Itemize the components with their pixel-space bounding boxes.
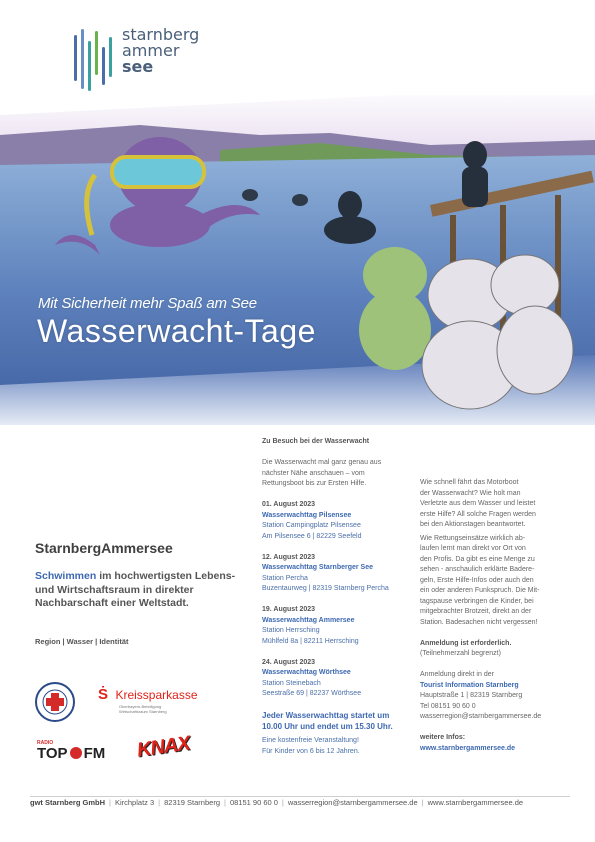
event-station: Station Percha — [262, 574, 308, 582]
contact-name: Tourist Information Starnberg — [420, 681, 519, 689]
tagline-rest: im hochwertigsten Lebens- und Wirtschaftsraum in direkter Nachbarschaft einer Weltstadt. — [35, 570, 236, 609]
sparkasse-icon: Ṡ — [98, 686, 109, 703]
text-line: laufen lernt man direkt vor Ort von — [420, 545, 526, 552]
region-keywords: Region | Wasser | Identität — [35, 637, 129, 646]
wasserwacht-emblem-icon — [35, 682, 75, 727]
text-line: Station. Badesachen nicht vergessen! — [420, 618, 538, 626]
intro-heading: Zu Besuch bei der Wasserwacht — [262, 438, 370, 445]
radio-label: RADIO — [37, 740, 54, 746]
text-line: Wie Rettungseinsätze wirklich ab- — [420, 534, 526, 542]
more-info-heading: weitere Infos: — [420, 734, 466, 741]
website-link[interactable]: www.starnbergammersee.de — [420, 744, 516, 752]
free-note-line: Für Kinder von 6 bis 12 Jahren. — [262, 747, 360, 755]
footer: gwt Starnberg GmbH | Kirchplatz 3 | 82319 Starnberg | 08151 90 60 0 | wasserregion@starnbergammersee.de | www.starnbergammersee.de — [30, 798, 524, 807]
event-address: Am Pilsensee 6 | 82229 Seefeld — [262, 532, 362, 540]
text-line: sehen - anschaulich erklärte Badere- — [420, 566, 535, 573]
waves-bars-icon — [72, 27, 118, 97]
tagline-highlight: Schwimmen — [35, 570, 97, 582]
text-line: mitgebrachter Brotzeit, direkt an der — [420, 608, 532, 615]
footer-divider — [30, 796, 570, 797]
brand-name: StarnbergAmmersee — [35, 540, 173, 556]
events-column — [262, 437, 412, 757]
hero-subtitle: Mit Sicherheit mehr Spaß am See — [38, 295, 257, 312]
event-date: 19. August 2023 — [262, 606, 316, 613]
footer-email[interactable]: wasserregion@starnbergammersee.de — [287, 798, 418, 807]
text-line: ein oder anderen Funkspruch. Die Mit- — [420, 587, 540, 594]
event-address: Seestraße 69 | 82237 Wörthsee — [262, 690, 362, 697]
text-line: tagspause verbringen die Kinder, bei — [420, 597, 534, 605]
radio-name-fm: FM — [83, 745, 106, 762]
event-address: Buzentaurweg | 82319 Starnberg Percha — [262, 585, 389, 592]
starnberg-ammersee-logo — [72, 27, 222, 97]
contact-intro: Anmeldung direkt in der — [420, 671, 494, 678]
event-address: Mühlfeld 8a | 82211 Herrsching — [262, 637, 359, 645]
knax-logo — [135, 732, 191, 762]
intro-line: Rettungsboot bis zur Ersten Hilfe. — [262, 480, 367, 487]
text-line: Verletzte aus dem Wasser und leistet — [420, 500, 536, 507]
logo-line-1: starnberg — [122, 25, 200, 44]
event-date: 24. August 2023 — [262, 658, 316, 666]
event-date: 01. August 2023 — [262, 501, 316, 508]
free-note-line: Eine kostenfreie Veranstaltung! — [262, 737, 359, 744]
contact-email[interactable]: wasserregion@starnbergammersee.de — [420, 713, 542, 720]
radio-dial-icon — [70, 747, 82, 759]
event-name: Wasserwachttag Ammersee — [262, 616, 355, 624]
text-line: bei den Aktionstagen beantwortet. — [420, 521, 526, 528]
text-line: geln, Erste Hilfe-Infos oder auch den — [420, 576, 534, 584]
time-note-line: 10.00 Uhr und endet um 15.30 Uhr. — [262, 722, 393, 731]
logo-line-3: see — [122, 57, 154, 76]
footer-street: Kirchplatz 3 — [114, 798, 155, 807]
radio-top-fm-logo — [37, 740, 105, 762]
info-paragraph-2 — [420, 534, 580, 629]
event-name: Wasserwachttag Wörthsee — [262, 669, 351, 676]
event-item — [262, 553, 412, 595]
footer-web[interactable]: www.starnbergammersee.de — [427, 798, 524, 807]
event-item — [262, 658, 412, 700]
text-line: erste Hilfe? All solche Fragen werden — [420, 510, 536, 518]
footer-phone: 08151 90 60 0 — [229, 798, 278, 807]
registration-note: (Teilnehmerzahl begrenzt) — [420, 650, 501, 657]
knax-text: KNAX — [135, 732, 191, 762]
logo-line-2: ammer — [122, 41, 180, 60]
event-station: Station Campingplatz Pilsensee — [262, 522, 361, 529]
contact-address: Hauptstraße 1 | 82319 Starnberg — [420, 692, 523, 699]
kreissparkasse-logo — [98, 686, 198, 714]
hero-title: Wasserwacht-Tage — [37, 313, 316, 349]
footer-city: 82319 Starnberg — [164, 798, 220, 807]
info-paragraph-1 — [420, 478, 580, 531]
event-station: Station Herrsching — [262, 627, 320, 634]
event-item — [262, 500, 412, 542]
footer-company: gwt Starnberg GmbH — [30, 798, 106, 807]
hero-illustration — [0, 95, 595, 425]
text-line: den Profis. Da gibt es eine Menge zu — [420, 555, 535, 563]
event-station: Station Steinebach — [262, 679, 321, 687]
radio-name-top: TOP — [37, 745, 68, 762]
contact-phone: Tel 08151 90 60 0 — [420, 702, 476, 710]
event-date: 12. August 2023 — [262, 553, 316, 561]
info-column — [420, 478, 580, 754]
text-line: der Wasserwacht? Wie holt man — [420, 489, 521, 497]
registration-heading: Anmeldung ist erforderlich. — [420, 639, 512, 647]
sparkasse-name: Kreissparkasse — [115, 688, 198, 702]
event-name: Wasserwachttag Pilsensee — [262, 511, 352, 519]
time-note-line: Jeder Wasserwachttag startet um — [262, 711, 390, 720]
event-name: Wasserwachttag Starnberger See — [262, 564, 374, 571]
intro-line: Die Wasserwacht mal ganz genau aus — [262, 459, 382, 466]
intro-line: nächster Nähe anschauen – vom — [262, 469, 365, 477]
text-line: Wie schnell fährt das Motorboot — [420, 479, 519, 486]
brand-tagline — [35, 570, 240, 611]
event-item — [262, 605, 412, 647]
sparkasse-subline: Oberbayern-Beteiligung Wirtschaftsraum Starnberg — [119, 704, 167, 714]
